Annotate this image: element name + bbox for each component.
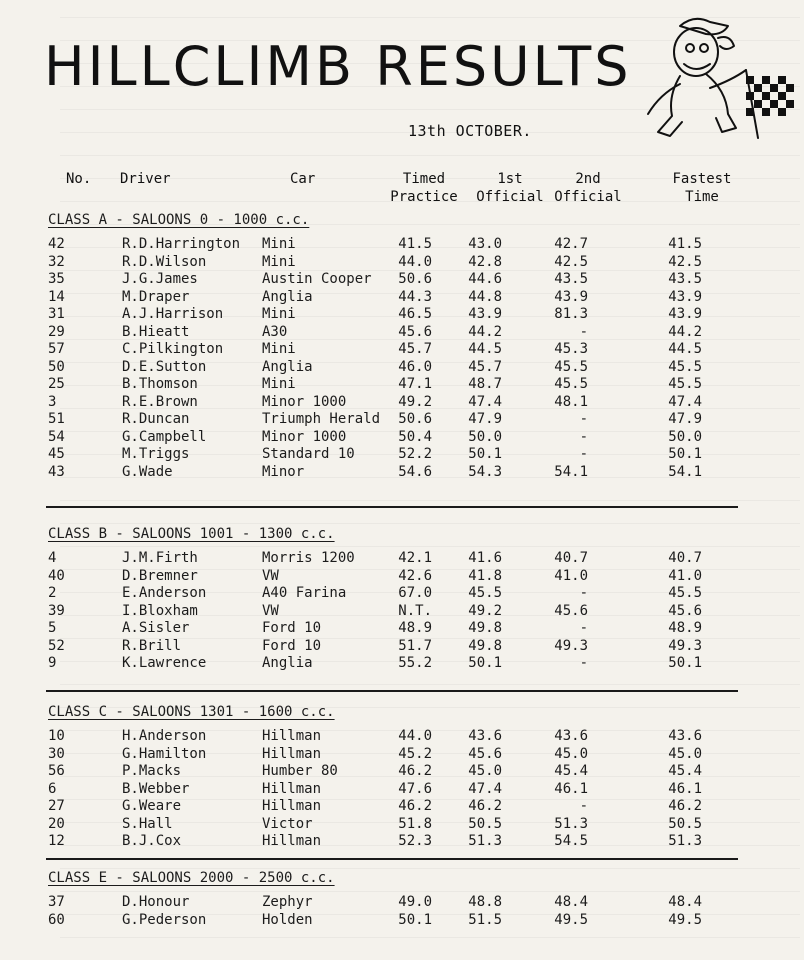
driver-name: B.J.Cox: [122, 833, 182, 849]
second-official-time: -: [579, 620, 588, 636]
driver-name: B.Webber: [122, 780, 190, 797]
second-official-time: 51.3: [554, 815, 588, 832]
driver-name: K.Lawrence: [122, 655, 207, 671]
first-official-time: 45.7: [468, 358, 502, 375]
second-official-time: 49.5: [554, 911, 588, 928]
first-official-time: 44.2: [468, 323, 502, 340]
fastest-time: 49.5: [668, 911, 702, 928]
second-official-time: -: [579, 428, 588, 445]
result-row: [0, 236, 804, 254]
second-official-time: -: [579, 585, 588, 601]
car-model: Zephyr: [262, 894, 313, 910]
page-title: HILLCLIMB RESULTS: [44, 35, 632, 98]
second-official-time: 45.0: [554, 745, 588, 762]
car-number: 51: [48, 411, 65, 427]
fastest-time: 44.5: [668, 341, 702, 357]
second-official-time: 54.5: [554, 833, 588, 849]
car-model: Anglia: [262, 288, 313, 305]
fastest-time: 47.9: [668, 411, 702, 427]
fastest-time: 46.2: [668, 798, 702, 814]
first-official-time: 51.5: [468, 911, 502, 928]
timed-practice-time: 45.7: [398, 341, 432, 357]
timed-practice-time: 51.8: [398, 815, 432, 832]
fastest-time: 50.1: [668, 655, 702, 671]
timed-practice-time: 46.0: [398, 358, 432, 375]
result-row: [0, 341, 804, 359]
first-official-time: 43.6: [468, 728, 502, 744]
second-official-time: 46.1: [554, 780, 588, 797]
result-row: [0, 728, 804, 746]
car-number: 3: [48, 393, 57, 410]
car-model: Morris 1200: [262, 550, 355, 566]
first-official-time: 45.0: [468, 763, 502, 779]
result-row: [0, 638, 804, 656]
second-official-time: 45.4: [554, 763, 588, 779]
fastest-time: 45.4: [668, 763, 702, 779]
car-model: Victor: [262, 815, 313, 832]
result-row: [0, 411, 804, 429]
car-model: Minor 1000: [262, 393, 347, 410]
result-row: [0, 912, 804, 930]
timed-practice-time: 42.6: [398, 567, 432, 584]
car-number: 57: [48, 341, 65, 357]
fastest-time: 50.1: [668, 446, 702, 462]
result-row: [0, 781, 804, 799]
fastest-time: 51.3: [668, 833, 702, 849]
car-model: Triumph Herald: [262, 411, 381, 427]
timed-practice-time: 54.6: [398, 463, 432, 480]
car-number: 6: [48, 780, 57, 797]
car-number: 29: [48, 323, 65, 340]
timed-practice-time: 44.0: [398, 728, 432, 744]
first-official-time: 51.3: [468, 833, 502, 849]
second-official-time: 43.6: [554, 728, 588, 744]
timed-practice-time: 45.6: [398, 323, 432, 340]
car-model: Minor: [262, 463, 305, 480]
first-official-time: 46.2: [468, 798, 502, 814]
timed-practice-time: 50.1: [398, 911, 432, 928]
car-number: 31: [48, 306, 65, 322]
driver-name: G.Campbell: [122, 428, 207, 445]
result-row: [0, 894, 804, 912]
car-number: 39: [48, 602, 65, 619]
second-official-time: 45.5: [554, 376, 588, 392]
car-number: 14: [48, 288, 65, 305]
car-number: 42: [48, 236, 65, 252]
timed-practice-time: 44.3: [398, 288, 432, 305]
car-number: 43: [48, 463, 65, 480]
second-official-time: 43.9: [554, 288, 588, 305]
timed-practice-time: 47.6: [398, 780, 432, 797]
car-model: Mini: [262, 341, 296, 357]
second-official-time: -: [579, 411, 588, 427]
first-official-time: 43.9: [468, 306, 502, 322]
result-row: [0, 816, 804, 834]
driver-name: S.Hall: [122, 815, 173, 832]
timed-practice-time: 48.9: [398, 620, 432, 636]
fastest-time: 49.3: [668, 637, 702, 654]
fastest-time: 50.0: [668, 428, 702, 445]
car-model: Hillman: [262, 728, 322, 744]
result-row: [0, 429, 804, 447]
timed-practice-time: 49.2: [398, 393, 432, 410]
car-number: 60: [48, 911, 65, 928]
first-official-time: 47.4: [468, 780, 502, 797]
timed-practice-time: 52.3: [398, 833, 432, 849]
timed-practice-time: 45.2: [398, 745, 432, 762]
car-model: Hillman: [262, 780, 322, 797]
car-number: 2: [48, 585, 57, 601]
driver-name: R.Brill: [122, 637, 182, 654]
fastest-time: 41.0: [668, 567, 702, 584]
first-official-time: 49.8: [468, 637, 502, 654]
car-number: 10: [48, 728, 65, 744]
result-row: [0, 746, 804, 764]
car-number: 45: [48, 446, 65, 462]
first-official-time: 50.1: [468, 446, 502, 462]
first-official-time: 50.1: [468, 655, 502, 671]
fastest-time: 43.5: [668, 271, 702, 287]
class-a-title: CLASS A - SALOONS 0 - 1000 c.c.: [48, 212, 310, 228]
driver-name: G.Weare: [122, 798, 182, 814]
second-official-time: -: [579, 446, 588, 462]
car-model: Anglia: [262, 358, 313, 375]
section-divider: [46, 506, 738, 508]
car-number: 56: [48, 763, 65, 779]
fastest-time: 45.0: [668, 745, 702, 762]
car-model: A40 Farina: [262, 585, 347, 601]
car-model: Anglia: [262, 655, 313, 671]
car-model: VW: [262, 567, 279, 584]
timed-practice-time: 50.6: [398, 411, 432, 427]
driver-name: A.J.Harrison: [122, 306, 224, 322]
timed-practice-time: 50.4: [398, 428, 432, 445]
fastest-time: 50.5: [668, 815, 702, 832]
driver-name: D.Bremner: [122, 567, 198, 584]
result-row: [0, 655, 804, 673]
result-row: [0, 763, 804, 781]
first-official-time: 42.8: [468, 253, 502, 270]
result-row: [0, 359, 804, 377]
timed-practice-time: 47.1: [398, 376, 432, 392]
class-b-title: CLASS B - SALOONS 1001 - 1300 c.c.: [48, 526, 335, 542]
car-model: Ford 10: [262, 620, 322, 636]
header-timed-practice: Timed Practice: [390, 171, 458, 205]
car-number: 30: [48, 745, 65, 762]
fastest-time: 48.4: [668, 894, 702, 910]
first-official-time: 41.6: [468, 550, 502, 566]
driver-name: R.D.Wilson: [122, 253, 207, 270]
driver-name: D.Honour: [122, 894, 190, 910]
first-official-time: 45.6: [468, 745, 502, 762]
second-official-time: 54.1: [554, 463, 588, 480]
first-official-time: 54.3: [468, 463, 502, 480]
fastest-time: 43.6: [668, 728, 702, 744]
car-model: Austin Cooper: [262, 271, 372, 287]
section-divider: [46, 690, 738, 692]
class-b-rows: [0, 550, 804, 673]
driver-name: R.E.Brown: [122, 393, 198, 410]
result-row: [0, 324, 804, 342]
result-row: [0, 446, 804, 464]
driver-name: C.Pilkington: [122, 341, 224, 357]
result-row: [0, 254, 804, 272]
fastest-time: 44.2: [668, 323, 702, 340]
car-number: 4: [48, 550, 57, 566]
second-official-time: 40.7: [554, 550, 588, 566]
result-row: [0, 394, 804, 412]
car-model: Ford 10: [262, 637, 322, 654]
car-number: 9: [48, 655, 57, 671]
car-model: Mini: [262, 236, 296, 252]
result-row: [0, 620, 804, 638]
car-number: 40: [48, 567, 65, 584]
driver-name: R.Duncan: [122, 411, 190, 427]
second-official-time: 49.3: [554, 637, 588, 654]
driver-name: D.E.Sutton: [122, 358, 207, 375]
first-official-time: 47.9: [468, 411, 502, 427]
fastest-time: 54.1: [668, 463, 702, 480]
driver-name: G.Hamilton: [122, 745, 207, 762]
second-official-time: 48.1: [554, 393, 588, 410]
result-row: [0, 833, 804, 851]
driver-name: E.Anderson: [122, 585, 207, 601]
result-row: [0, 289, 804, 307]
first-official-time: 47.4: [468, 393, 502, 410]
first-official-time: 48.8: [468, 894, 502, 910]
fastest-time: 46.1: [668, 780, 702, 797]
class-e-title: CLASS E - SALOONS 2000 - 2500 c.c.: [48, 870, 335, 886]
header-fastest-time: Fastest Time: [672, 171, 732, 205]
first-official-time: 45.5: [468, 585, 502, 601]
fastest-time: 48.9: [668, 620, 702, 636]
car-model: Humber 80: [262, 763, 338, 779]
car-number: 32: [48, 253, 65, 270]
fastest-time: 43.9: [668, 288, 702, 305]
first-official-time: 48.7: [468, 376, 502, 392]
result-row: [0, 550, 804, 568]
driver-with-flag-illustration: [640, 10, 796, 142]
car-number: 20: [48, 815, 65, 832]
first-official-time: 44.8: [468, 288, 502, 305]
timed-practice-time: 44.0: [398, 253, 432, 270]
fastest-time: 43.9: [668, 306, 702, 322]
car-model: Standard 10: [262, 446, 355, 462]
second-official-time: -: [579, 655, 588, 671]
car-model: A30: [262, 323, 288, 340]
driver-name: B.Hieatt: [122, 323, 190, 340]
result-row: [0, 585, 804, 603]
timed-practice-time: 41.5: [398, 236, 432, 252]
second-official-time: 45.3: [554, 341, 588, 357]
timed-practice-time: 46.2: [398, 763, 432, 779]
timed-practice-time: 50.6: [398, 271, 432, 287]
car-number: 50: [48, 358, 65, 375]
second-official-time: 45.6: [554, 602, 588, 619]
car-model: Hillman: [262, 745, 322, 762]
first-official-time: 50.5: [468, 815, 502, 832]
result-row: [0, 376, 804, 394]
second-official-time: 45.5: [554, 358, 588, 375]
car-model: Mini: [262, 253, 296, 270]
timed-practice-time: 55.2: [398, 655, 432, 671]
header-driver: Driver: [120, 171, 171, 187]
car-model: VW: [262, 602, 279, 619]
first-official-time: 49.8: [468, 620, 502, 636]
result-row: [0, 603, 804, 621]
first-official-time: 44.6: [468, 271, 502, 287]
header-first-official: 1st Official: [476, 171, 544, 205]
first-official-time: 41.8: [468, 567, 502, 584]
car-model: Hillman: [262, 798, 322, 814]
car-number: 54: [48, 428, 65, 445]
car-model: Minor 1000: [262, 428, 347, 445]
first-official-time: 49.2: [468, 602, 502, 619]
fastest-time: 41.5: [668, 236, 702, 252]
first-official-time: 50.0: [468, 428, 502, 445]
second-official-time: -: [579, 323, 588, 340]
class-c-title: CLASS C - SALOONS 1301 - 1600 c.c.: [48, 704, 335, 720]
car-number: 35: [48, 271, 65, 287]
fastest-time: 45.6: [668, 602, 702, 619]
driver-name: M.Draper: [122, 288, 190, 305]
car-number: 12: [48, 833, 65, 849]
result-row: [0, 464, 804, 482]
second-official-time: 43.5: [554, 271, 588, 287]
first-official-time: 43.0: [468, 236, 502, 252]
car-model: Hillman: [262, 833, 322, 849]
driver-name: R.D.Harrington: [122, 236, 241, 252]
car-number: 52: [48, 637, 65, 654]
driver-name: G.Wade: [122, 463, 173, 480]
car-model: Mini: [262, 376, 296, 392]
header-second-official: 2nd Official: [554, 171, 622, 205]
header-no: No.: [66, 171, 92, 187]
first-official-time: 44.5: [468, 341, 502, 357]
second-official-time: 48.4: [554, 894, 588, 910]
class-a-rows: [0, 236, 804, 481]
result-row: [0, 568, 804, 586]
fastest-time: 45.5: [668, 376, 702, 392]
fastest-time: 40.7: [668, 550, 702, 566]
result-row: [0, 271, 804, 289]
fastest-time: 42.5: [668, 253, 702, 270]
driver-name: B.Thomson: [122, 376, 198, 392]
driver-name: M.Triggs: [122, 446, 190, 462]
event-date: 13th OCTOBER.: [408, 122, 532, 140]
result-row: [0, 306, 804, 324]
fastest-time: 45.5: [668, 358, 702, 375]
header-car: Car: [290, 171, 316, 187]
timed-practice-time: 51.7: [398, 637, 432, 654]
second-official-time: 42.7: [554, 236, 588, 252]
timed-practice-time: 46.2: [398, 798, 432, 814]
second-official-time: 42.5: [554, 253, 588, 270]
driver-name: I.Bloxham: [122, 602, 198, 619]
timed-practice-time: 52.2: [398, 446, 432, 462]
driver-name: J.M.Firth: [122, 550, 198, 566]
timed-practice-time: N.T.: [398, 602, 432, 619]
second-official-time: -: [579, 798, 588, 814]
driver-name: H.Anderson: [122, 728, 207, 744]
timed-practice-time: 46.5: [398, 306, 432, 322]
car-number: 37: [48, 894, 65, 910]
class-e-rows: [0, 894, 804, 929]
fastest-time: 47.4: [668, 393, 702, 410]
fastest-time: 45.5: [668, 585, 702, 601]
car-number: 25: [48, 376, 65, 392]
class-c-rows: [0, 728, 804, 851]
timed-practice-time: 42.1: [398, 550, 432, 566]
car-number: 27: [48, 798, 65, 814]
driver-name: G.Pederson: [122, 911, 207, 928]
driver-name: P.Macks: [122, 763, 182, 779]
driver-name: J.G.James: [122, 271, 198, 287]
second-official-time: 41.0: [554, 567, 588, 584]
second-official-time: 81.3: [554, 306, 588, 322]
car-model: Mini: [262, 306, 296, 322]
car-model: Holden: [262, 911, 313, 928]
result-row: [0, 798, 804, 816]
timed-practice-time: 49.0: [398, 894, 432, 910]
timed-practice-time: 67.0: [398, 585, 432, 601]
car-number: 5: [48, 620, 57, 636]
section-divider: [46, 858, 738, 860]
driver-name: A.Sisler: [122, 620, 190, 636]
